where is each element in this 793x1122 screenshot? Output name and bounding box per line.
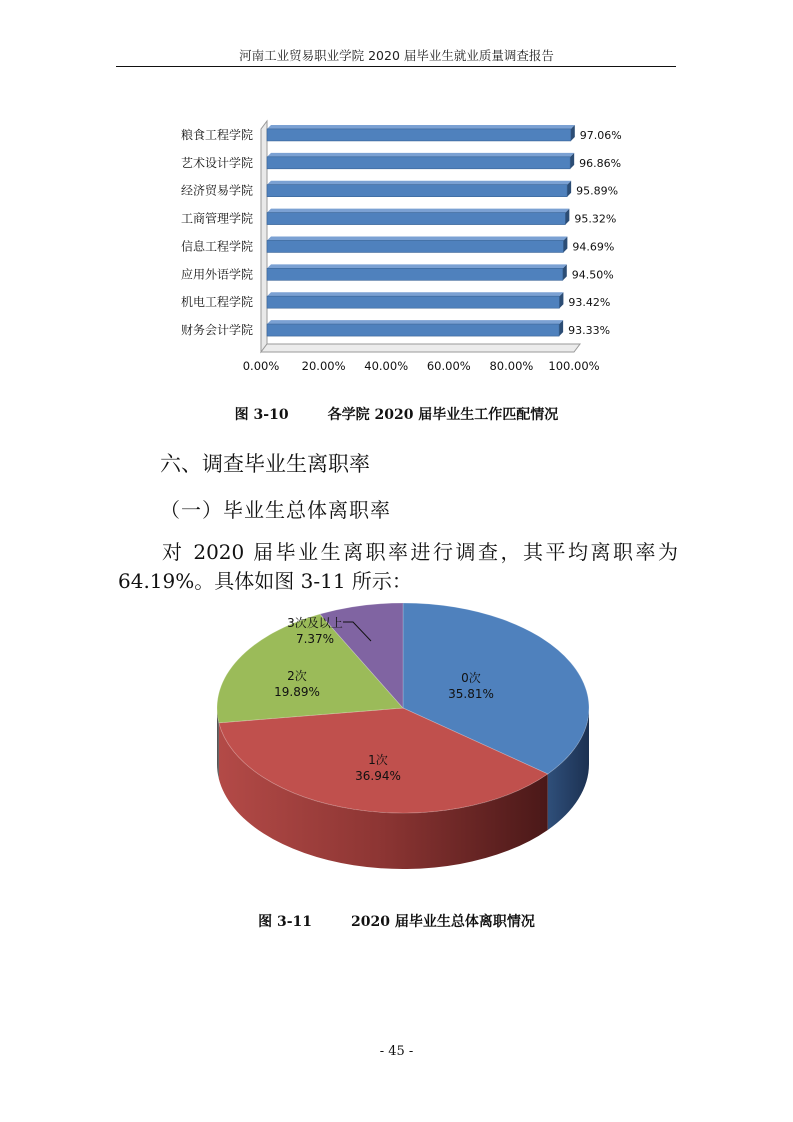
pie-value-label: 19.89% (274, 685, 320, 699)
bar-top (267, 264, 567, 268)
category-label: 机电工程学院 (180, 295, 253, 310)
pie-value-label: 35.81% (448, 687, 494, 701)
bar (267, 268, 563, 280)
pie-category-label: 2次 (287, 669, 307, 683)
bar-value-label: 95.32% (574, 212, 617, 226)
category-label: 信息工程学院 (180, 239, 253, 254)
bar (267, 157, 570, 169)
bar (267, 213, 565, 225)
chart-floor (261, 344, 580, 352)
pie-value-label: 36.94% (355, 769, 401, 783)
x-tick-label: 80.00% (489, 359, 534, 373)
bar-top (267, 209, 569, 213)
figure-3-10-caption (0, 404, 793, 424)
bar-value-label: 96.86% (579, 156, 622, 170)
chart-side-wall (261, 121, 267, 352)
category-label: 工商管理学院 (180, 211, 253, 226)
x-tick-label: 0.00% (242, 359, 280, 373)
figure-3-10-title: 各学院 2020 届毕业生工作匹配情况 (327, 407, 559, 423)
bar-value-label: 94.50% (571, 268, 614, 282)
bar-top (267, 125, 575, 129)
bar-top (267, 236, 567, 240)
pie-category-label: 0次 (461, 671, 481, 685)
category-label: 粮食工程学院 (180, 127, 253, 142)
pie-value-label: 7.37% (295, 632, 335, 646)
category-label: 艺术设计学院 (180, 155, 253, 170)
college-match-bar-chart (0, 0, 793, 400)
bar (267, 324, 559, 336)
category-label: 经济贸易学院 (180, 183, 253, 198)
bar-value-label: 97.06% (579, 128, 622, 142)
sub-heading: （一）毕业生总体离职率 (160, 498, 391, 522)
body-paragraph: 对 2020 届毕业生离职率进行调查，其平均离职率为64.19%。具体如图 3-11 所示： (118, 540, 678, 593)
figure-3-10-number: 图 3-10 (234, 407, 289, 423)
turnover-pie-chart (0, 600, 793, 900)
bar (267, 240, 563, 252)
section-heading: 六、调查毕业生离职率 (160, 452, 370, 476)
bar-top (267, 181, 571, 185)
bar-value-label: 93.42% (568, 296, 611, 310)
bar-value-label: 94.69% (572, 240, 615, 254)
figure-3-11-title: 2020 届毕业生总体离职情况 (351, 914, 535, 930)
page-number: - 45 - (379, 1044, 414, 1059)
bar-value-label: 95.89% (576, 184, 619, 198)
page-header-title: 河南工业贸易职业学院 2020 届毕业生就业质量调查报告 (239, 48, 554, 63)
bar (267, 185, 567, 197)
bar (267, 129, 571, 141)
bar (267, 296, 559, 308)
pie-category-label: 3次及以上 (287, 616, 343, 630)
x-tick-label: 20.00% (301, 359, 346, 373)
bar-top (267, 153, 574, 157)
x-tick-label: 60.00% (426, 359, 471, 373)
figure-3-11-caption (0, 911, 793, 931)
bar-top (267, 292, 563, 296)
pie-category-label: 1次 (368, 753, 388, 767)
x-tick-label: 100.00% (548, 359, 600, 373)
category-label: 财务会计学院 (180, 323, 253, 338)
bar-value-label: 93.33% (568, 324, 611, 338)
category-label: 应用外语学院 (180, 267, 253, 282)
bar-top (267, 320, 563, 324)
figure-3-11-number: 图 3-11 (258, 914, 313, 930)
x-tick-label: 40.00% (364, 359, 409, 373)
